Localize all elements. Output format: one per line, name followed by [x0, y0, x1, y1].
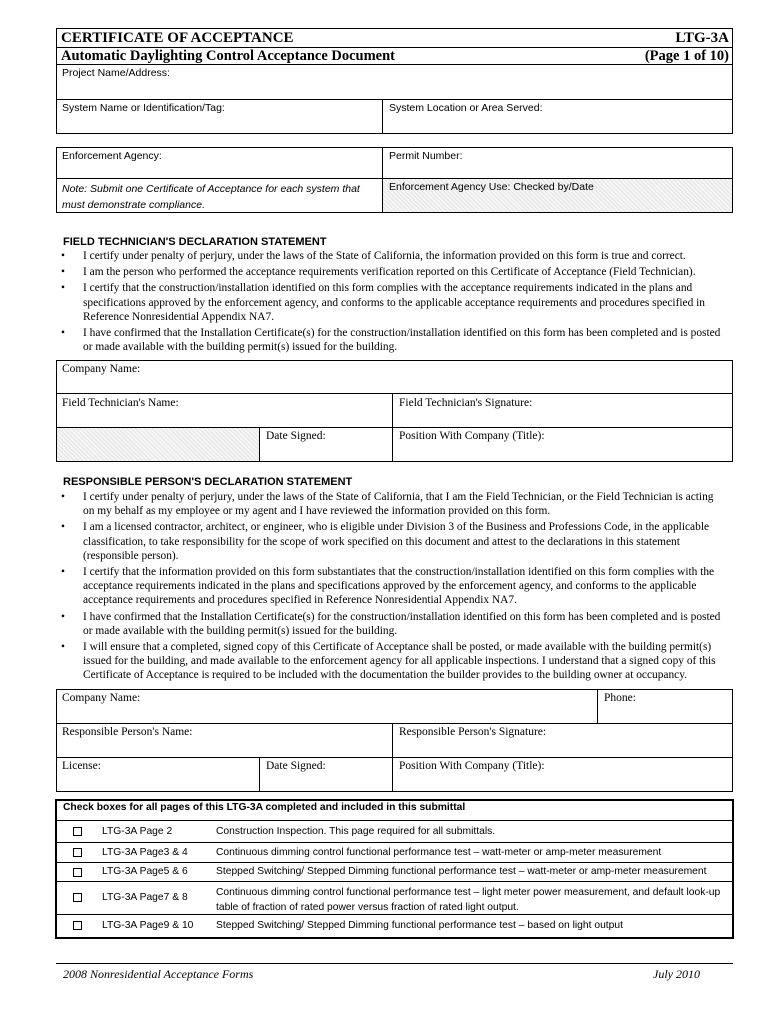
- checkbox-page-5-6[interactable]: [73, 868, 82, 877]
- statement: • I certify under penalty of perjury, under the laws of the State of California, that I am the Field Technician, or the Field Technician is acting on my behalf as my employee or my agent and I have reviewed the information provided on this form.: [57, 490, 725, 518]
- form-subtitle: Automatic Daylighting Control Acceptance Document: [61, 48, 396, 64]
- statement: • I will ensure that a completed, signed copy of this Certificate of Acceptance shall be posted, or made available with the building permit(s) issued for the building, and made available to the enforcement agency for all applicable inspections. I understand that a signed copy of this Certificate of Acceptance is required to be included with the documentation the builder provides to the building owner at occupancy.: [57, 640, 725, 683]
- table-row: [56, 843, 733, 862]
- row-page: LTG-3A Page7 & 8: [102, 892, 188, 903]
- field-tech-signature-field[interactable]: Field Technician's Signature:: [399, 397, 533, 409]
- responsible-company-field[interactable]: Company Name:: [62, 692, 141, 704]
- footer-right: July 2010: [653, 967, 700, 981]
- row-description: Continuous dimming control functional performance test – light meter power measurement, and default look-up table of fraction of rated power versus fraction of rated light output.: [216, 887, 721, 913]
- responsible-license-field[interactable]: License:: [62, 760, 101, 772]
- column-divider: [259, 757, 260, 792]
- row-page: LTG-3A Page 2: [102, 826, 173, 837]
- form-title: CERTIFICATE OF ACCEPTANCE: [61, 30, 294, 46]
- form-rule: [56, 757, 733, 758]
- responsible-statements: [57, 490, 725, 685]
- table-rule: [56, 820, 733, 821]
- row-page: LTG-3A Page9 & 10: [102, 920, 194, 931]
- table-row: [56, 915, 733, 937]
- field-tech-date-field[interactable]: Date Signed:: [266, 430, 326, 442]
- field-tech-name-field[interactable]: Field Technician's Name:: [62, 397, 179, 409]
- enforcement-agency-field[interactable]: Enforcement Agency:: [62, 150, 162, 162]
- footer-left: 2008 Nonresidential Acceptance Forms: [63, 967, 254, 981]
- statement: • I certify that the construction/installation identified on this form complies with the acceptance requirements indicated in the plans and specifications approved by the enforcement agency, and conforms to the applicable acceptance requirements and procedures specified in Reference Nonresidential Appendix NA7.: [57, 281, 725, 324]
- header-rule: [56, 64, 733, 65]
- system-location-field[interactable]: System Location or Area Served:: [389, 102, 543, 114]
- table-row: [56, 863, 733, 881]
- form-rule: [56, 723, 733, 724]
- responsible-name-field[interactable]: Responsible Person's Name:: [62, 726, 193, 738]
- responsible-heading: RESPONSIBLE PERSON'S DECLARATION STATEMENT: [63, 476, 353, 488]
- responsible-phone-field[interactable]: Phone:: [604, 692, 636, 704]
- checkbox-page-3-4[interactable]: [73, 848, 82, 857]
- column-divider: [259, 427, 260, 462]
- row-description: Stepped Switching/ Stepped Dimming functional performance test – watt-meter or amp-meter measurement: [216, 866, 707, 877]
- field-tech-statements: [57, 249, 725, 356]
- checkbox-page-9-10[interactable]: [73, 921, 82, 930]
- checklist-heading: Check boxes for all pages of this LTG-3A completed and included in this submittal: [63, 802, 466, 813]
- shaded-cell: [57, 428, 259, 461]
- responsible-position-field[interactable]: Position With Company (Title):: [399, 760, 545, 772]
- row-page: LTG-3A Page3 & 4: [102, 847, 188, 858]
- statement: • I have confirmed that the Installation Certificate(s) for the construction/installation identified on this form has been completed and is posted or made available with the building permit(s) issued for the building.: [57, 326, 725, 354]
- statement: • I am a licensed contractor, architect, or engineer, who is eligible under Division 3 of the Business and Professions Code, in the applicable classification, to take responsibility for the scope of work specified on this document and attest to the declarations in this statement (responsible person).: [57, 520, 725, 563]
- statement: • I certify that the information provided on this form substantiates that the construction/installation identified on this form complies with the acceptance requirements indicated in the plans and specifications approved by the enforcement agency, and conforms to the applicable acceptance requirements and procedures specified in Reference Nonresidential Appendix NA7.: [57, 565, 725, 608]
- field-tech-heading: FIELD TECHNICIAN'S DECLARATION STATEMENT: [63, 236, 327, 248]
- row-description: Construction Inspection. This page required for all submittals.: [216, 826, 496, 837]
- footer-rule: [56, 963, 733, 964]
- system-name-field[interactable]: System Name or Identification/Tag:: [62, 102, 225, 114]
- checkbox-page-2[interactable]: [73, 827, 82, 836]
- field-tech-company-field[interactable]: Company Name:: [62, 363, 141, 375]
- project-name-field[interactable]: Project Name/Address:: [62, 67, 170, 79]
- column-divider: [597, 689, 598, 723]
- statement: • I certify under penalty of perjury, under the laws of the State of California, the information provided on this form is true and correct.: [57, 249, 725, 263]
- agency-use-label: Enforcement Agency Use: Checked by/Date: [389, 181, 594, 193]
- permit-number-field[interactable]: Permit Number:: [389, 150, 463, 162]
- statement: • I have confirmed that the Installation Certificate(s) for the construction/installation identified on this form has been completed and is posted or made available with the building permit(s) issued for the building.: [57, 610, 725, 638]
- responsible-signature-field[interactable]: Responsible Person's Signature:: [399, 726, 547, 738]
- row-description: Continuous dimming control functional performance test – watt-meter or amp-meter measurement: [216, 847, 662, 858]
- header-rule: [56, 99, 733, 100]
- page-indicator: (Page 1 of 10): [644, 48, 729, 64]
- responsible-date-field[interactable]: Date Signed:: [266, 760, 326, 772]
- form-rule: [56, 393, 733, 394]
- submission-note: Note: Submit one Certificate of Acceptance for each system that must demonstrate compliance.: [62, 183, 360, 211]
- field-tech-position-field[interactable]: Position With Company (Title):: [399, 430, 545, 442]
- row-page: LTG-3A Page5 & 6: [102, 866, 188, 877]
- statement: • I am the person who performed the acceptance requirements verification reported on this Certificate of Acceptance (Field Technician).: [57, 265, 725, 279]
- table-row: [56, 882, 733, 914]
- row-description: Stepped Switching/ Stepped Dimming functional performance test – based on light output: [216, 920, 623, 931]
- checkbox-page-7-8[interactable]: [73, 893, 82, 902]
- column-divider: [382, 99, 383, 134]
- table-row: [56, 822, 733, 842]
- form-code: LTG-3A: [675, 30, 729, 46]
